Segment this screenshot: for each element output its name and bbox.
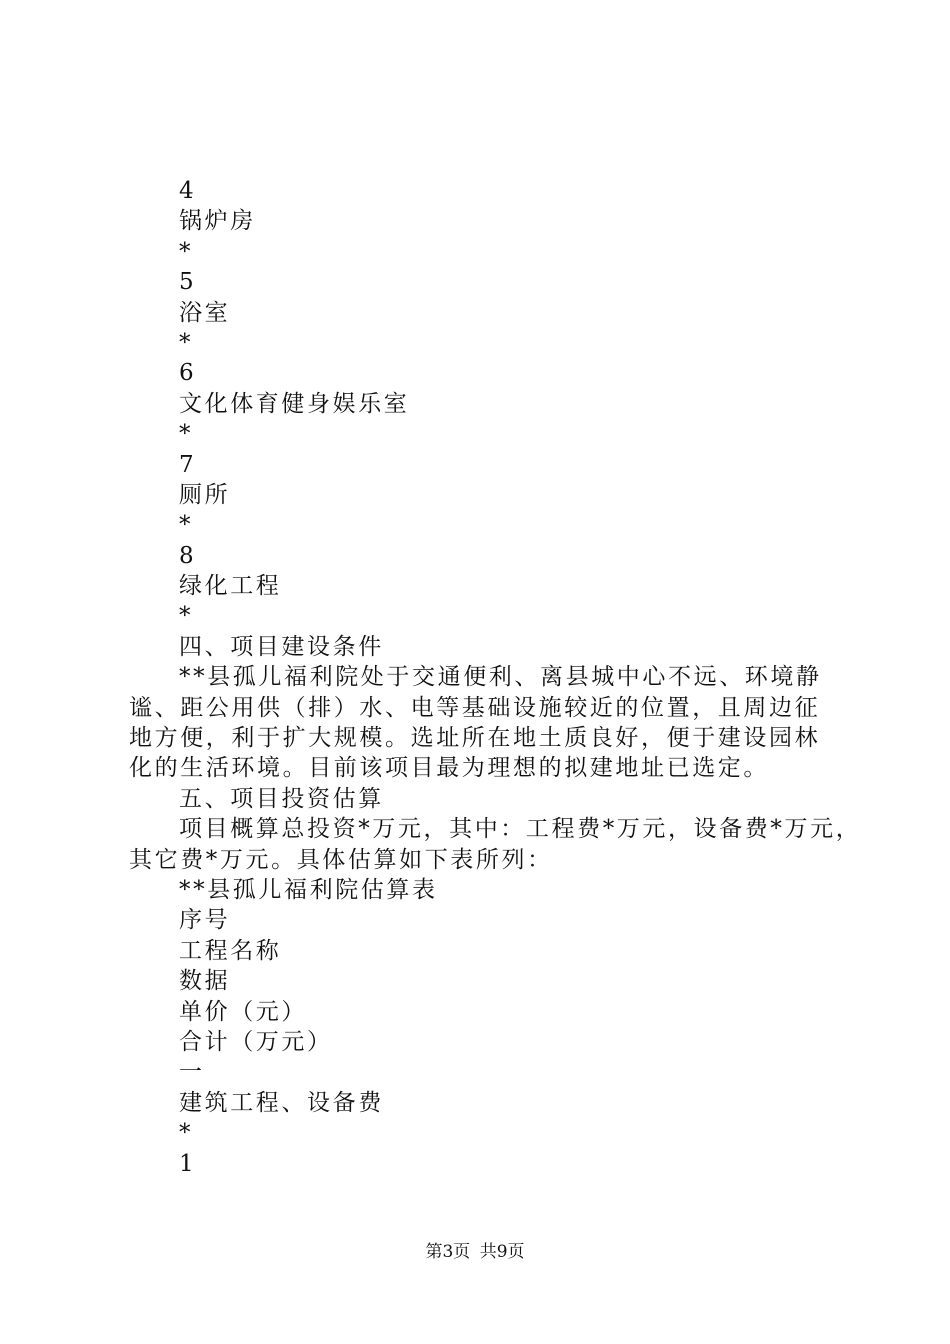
text-line: 厕所 — [179, 481, 231, 508]
table-cell: 建筑工程、设备费 — [179, 1089, 384, 1116]
table-cell: 1 — [179, 1150, 197, 1177]
text-line: 8 — [179, 542, 197, 569]
text-line: 文化体育健身娱乐室 — [179, 390, 410, 417]
document-body — [129, 176, 862, 1179]
page-footer — [0, 1241, 950, 1263]
paragraph-row: 项目概算总投资*万元，其中：工程费*万元，设备费*万元， — [179, 816, 862, 843]
text-line: * — [179, 329, 194, 356]
table-cell: * — [179, 1120, 194, 1147]
table-header-cell: 工程名称 — [179, 937, 282, 964]
text-line: * — [179, 421, 194, 448]
site-conditions-paragraph — [129, 662, 839, 784]
table-header-cell: 序号 — [179, 907, 231, 934]
text-line: 7 — [179, 451, 197, 478]
section-heading: 四、项目建设条件 — [179, 633, 384, 660]
paragraph-row: 地方便，利于扩大规模。选址所在地土质良好，便于建设园林 — [129, 725, 821, 752]
text-line: 绿化工程 — [179, 573, 282, 600]
text-line: 6 — [179, 360, 197, 387]
page-total: 共9页 — [479, 1242, 525, 1262]
section-heading: 五、项目投资估算 — [179, 785, 384, 812]
text-line: 浴室 — [179, 299, 231, 326]
investment-paragraph — [129, 814, 862, 875]
table-header-cell: 数据 — [179, 968, 231, 995]
paragraph-row: **县孤儿福利院处于交通便利、离县城中心不远、环境静 — [179, 664, 822, 691]
table-cell: 一 — [179, 1059, 205, 1086]
paragraph-row: 其它费*万元。具体估算如下表所列： — [129, 846, 553, 873]
paragraph-row: 谧、距公用供（排）水、电等基础设施较近的位置，且周边征 — [129, 694, 821, 721]
text-line: 锅炉房 — [179, 208, 256, 235]
table-header-cell: 合计（万元） — [179, 1029, 333, 1056]
text-line: 5 — [179, 269, 197, 296]
text-line: 4 — [179, 178, 197, 204]
text-line: * — [179, 238, 194, 265]
page-number: 第3页 — [425, 1242, 471, 1262]
table-header-cell: 单价（元） — [179, 998, 307, 1025]
text-line: * — [179, 603, 194, 630]
table-title: **县孤儿福利院估算表 — [179, 877, 438, 904]
paragraph-row: 化的生活环境。目前该项目最为理想的拟建地址已选定。 — [129, 755, 769, 782]
text-line: * — [179, 512, 194, 539]
